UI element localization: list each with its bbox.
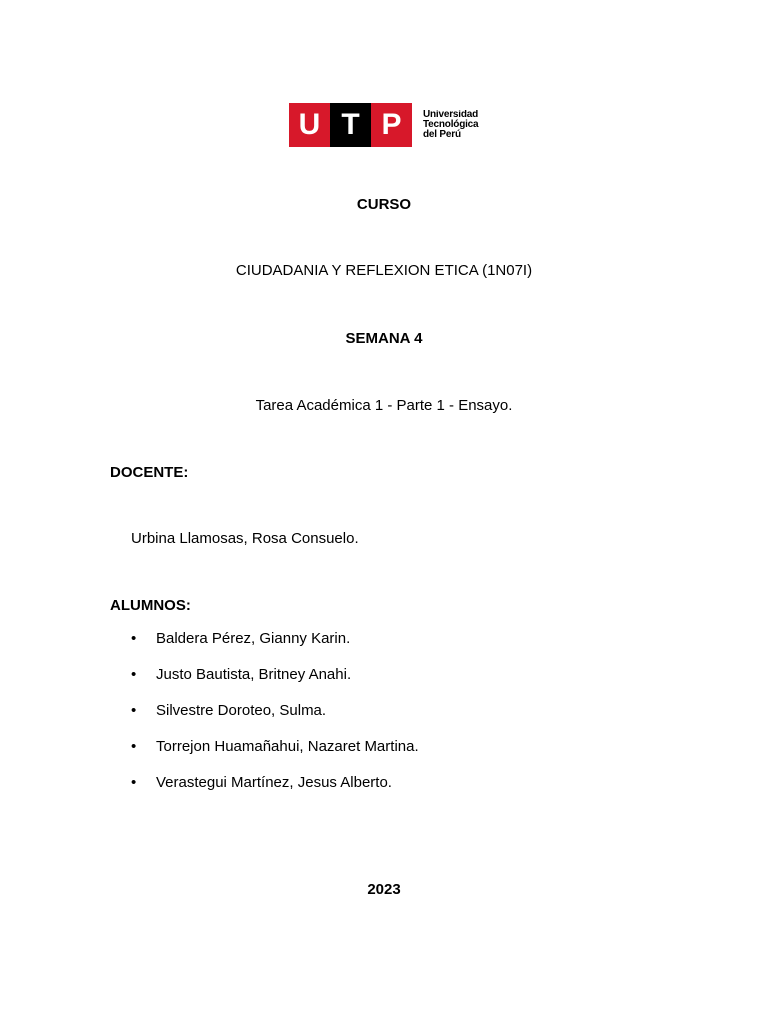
student-name: Torrejon Huamañahui, Nazaret Martina. — [156, 738, 419, 755]
list-item — [131, 666, 419, 702]
logo-letter-p: P — [371, 103, 412, 147]
course-name: CIUDADANIA Y REFLEXION ETICA (1N07I) — [235, 262, 533, 279]
list-item — [131, 702, 419, 738]
list-item — [131, 630, 419, 666]
assignment-title: Tarea Académica 1 - Parte 1 - Ensayo. — [255, 397, 513, 414]
student-name: Baldera Pérez, Gianny Karin. — [156, 630, 351, 647]
bullet-icon: • — [131, 702, 137, 719]
list-item — [131, 774, 419, 810]
students-list — [131, 630, 419, 810]
teacher-label: DOCENTE: — [110, 464, 189, 481]
student-name: Justo Bautista, Britney Anahi. — [156, 666, 352, 683]
bullet-icon: • — [131, 630, 137, 647]
student-name: Silvestre Doroteo, Sulma. — [156, 702, 327, 719]
logo-text-line: Tecnológica — [423, 119, 479, 130]
list-item — [131, 738, 419, 774]
teacher-name: Urbina Llamosas, Rosa Consuelo. — [131, 530, 359, 547]
week-title: SEMANA 4 — [345, 330, 423, 347]
logo-text-line: del Perú — [423, 129, 461, 140]
logo-university-name — [423, 110, 479, 140]
utp-logo — [289, 103, 479, 147]
bullet-icon: • — [131, 774, 137, 791]
logo-letter-t: T — [330, 103, 371, 147]
bullet-icon: • — [131, 738, 137, 755]
logo-letter-u: U — [289, 103, 330, 147]
bullet-icon: • — [131, 666, 137, 683]
year: 2023 — [367, 881, 401, 898]
logo-text-line: Universidad — [423, 110, 479, 120]
students-label: ALUMNOS: — [110, 597, 191, 614]
student-name: Verastegui Martínez, Jesus Alberto. — [156, 774, 392, 791]
course-heading: CURSO — [356, 196, 412, 213]
